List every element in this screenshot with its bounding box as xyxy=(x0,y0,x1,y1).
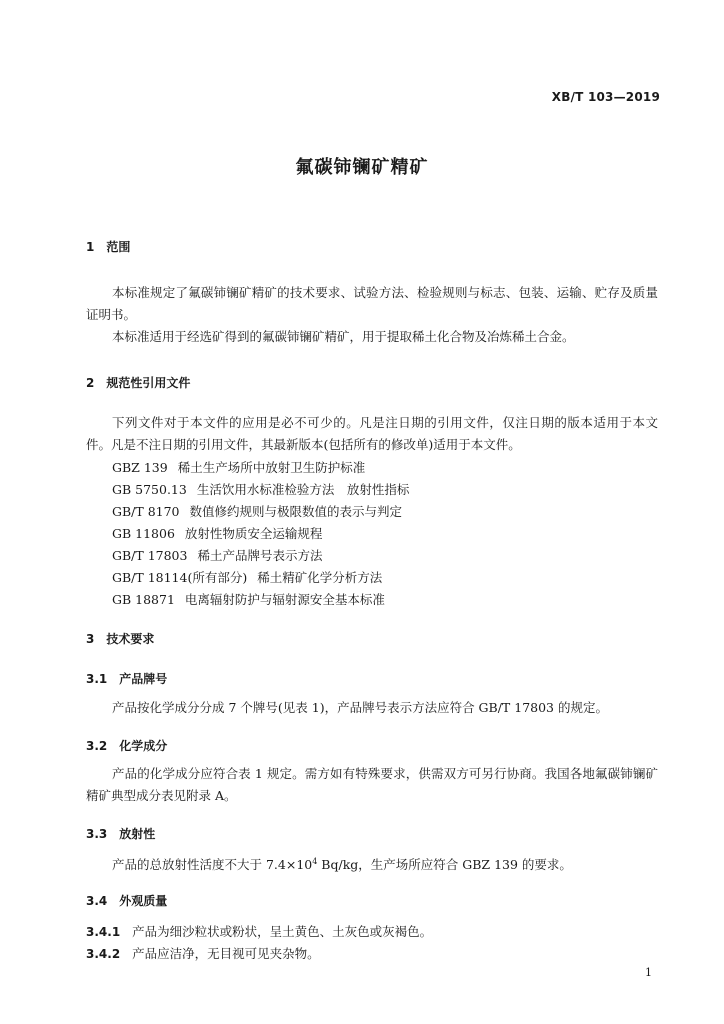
section-3-2-text: 产品的化学成分应符合表 1 规定。需方如有特殊要求，供需双方可另行协商。我国各地氟碳铈镧矿精矿典型成分表见附录 A。 xyxy=(86,766,658,803)
section-title: 化学成分 xyxy=(119,739,168,753)
subclause-text: 产品为细沙粒状或粉状，呈土黄色、土灰色或灰褐色。 xyxy=(132,924,433,939)
section-1-paragraph-2: 本标准适用于经选矿得到的氟碳铈镧矿精矿，用于提取稀土化合物及冶炼稀土合金。 xyxy=(112,329,575,344)
reference-code: GB/T 18114(所有部分) xyxy=(112,570,248,585)
reference-item xyxy=(112,458,365,476)
reference-code: GBZ 139 xyxy=(112,460,168,475)
section-title: 技术要求 xyxy=(106,632,155,646)
section-title: 规范性引用文件 xyxy=(106,376,191,390)
section-2-paragraph-1: 下列文件对于本文件的应用是必不可少的。凡是注日期的引用文件，仅注日期的版本适用于本文件。凡是不注日期的引用文件，其最新版本(包括所有的修改单)适用于本文件。 xyxy=(86,415,658,452)
subclause-text: 产品应洁净，无目视可见夹杂物。 xyxy=(132,946,320,961)
section-3-3-heading xyxy=(86,825,155,842)
reference-item xyxy=(112,480,409,498)
section-number: 3.3 xyxy=(86,827,108,841)
section-number: 1 xyxy=(86,240,95,254)
reference-name: 稀土精矿化学分析方法 xyxy=(257,570,383,585)
reference-name: 数值修约规则与极限数值的表示与判定 xyxy=(189,504,403,519)
reference-item xyxy=(112,524,322,542)
section-number: 2 xyxy=(86,376,95,390)
section-number: 3.1 xyxy=(86,672,108,686)
reference-name: 放射性物质安全运输规程 xyxy=(184,526,323,541)
section-title: 外观质量 xyxy=(119,894,168,908)
reference-code: GB 11806 xyxy=(112,526,175,541)
section-3-1-heading xyxy=(86,670,167,687)
reference-name: 稀土生产场所中放射卫生防护标准 xyxy=(177,460,366,475)
section-3-heading xyxy=(86,630,154,647)
subclause-number: 3.4.1 xyxy=(86,925,121,939)
reference-code: GB/T 17803 xyxy=(112,548,188,563)
section-3-2-heading xyxy=(86,737,167,754)
section-3-3-text xyxy=(86,851,658,876)
document-title: 氟碳铈镧矿精矿 xyxy=(295,157,429,178)
subclause-number: 3.4.2 xyxy=(86,947,121,961)
reference-code: GB/T 8170 xyxy=(112,504,180,519)
section-2-heading xyxy=(86,374,190,391)
exponent: 4 xyxy=(312,857,318,866)
subclause-3-4-1 xyxy=(86,922,432,940)
section-title: 范围 xyxy=(106,240,131,254)
section-number: 3 xyxy=(86,632,95,646)
section-number: 3.2 xyxy=(86,739,108,753)
radioactivity-text-after: Bq/kg，生产场所应符合 GBZ 139 的要求。 xyxy=(317,857,572,873)
section-3-1-text: 产品按化学成分分成 7 个牌号(见表 1)，产品牌号表示方法应符合 GB/T 17803 的规定。 xyxy=(112,700,608,715)
reference-item xyxy=(112,546,322,564)
section-1-heading xyxy=(86,238,130,255)
reference-code: GB 18871 xyxy=(112,592,175,607)
section-title: 产品牌号 xyxy=(119,672,168,686)
reference-item xyxy=(112,568,382,586)
radioactivity-text-before: 产品的总放射性活度不大于 7.4×10 xyxy=(112,857,313,873)
subclause-3-4-2 xyxy=(86,944,320,962)
section-1-paragraph-1: 本标准规定了氟碳铈镧矿精矿的技术要求、试验方法、检验规则与标志、包装、运输、贮存及质量证明书。 xyxy=(86,285,658,322)
section-3-4-heading xyxy=(86,892,167,909)
reference-name: 电离辐射防护与辐射源安全基本标准 xyxy=(184,592,385,607)
reference-name: 生活饮用水标准检验方法 放射性指标 xyxy=(196,482,410,497)
reference-item xyxy=(112,502,402,520)
section-number: 3.4 xyxy=(86,894,108,908)
reference-name: 稀土产品牌号表示方法 xyxy=(197,548,323,563)
reference-item xyxy=(112,590,385,608)
page-number: 1 xyxy=(645,966,652,979)
section-title: 放射性 xyxy=(119,827,156,841)
reference-code: GB 5750.13 xyxy=(112,482,187,497)
standard-code: XB/T 103—2019 xyxy=(551,90,660,104)
